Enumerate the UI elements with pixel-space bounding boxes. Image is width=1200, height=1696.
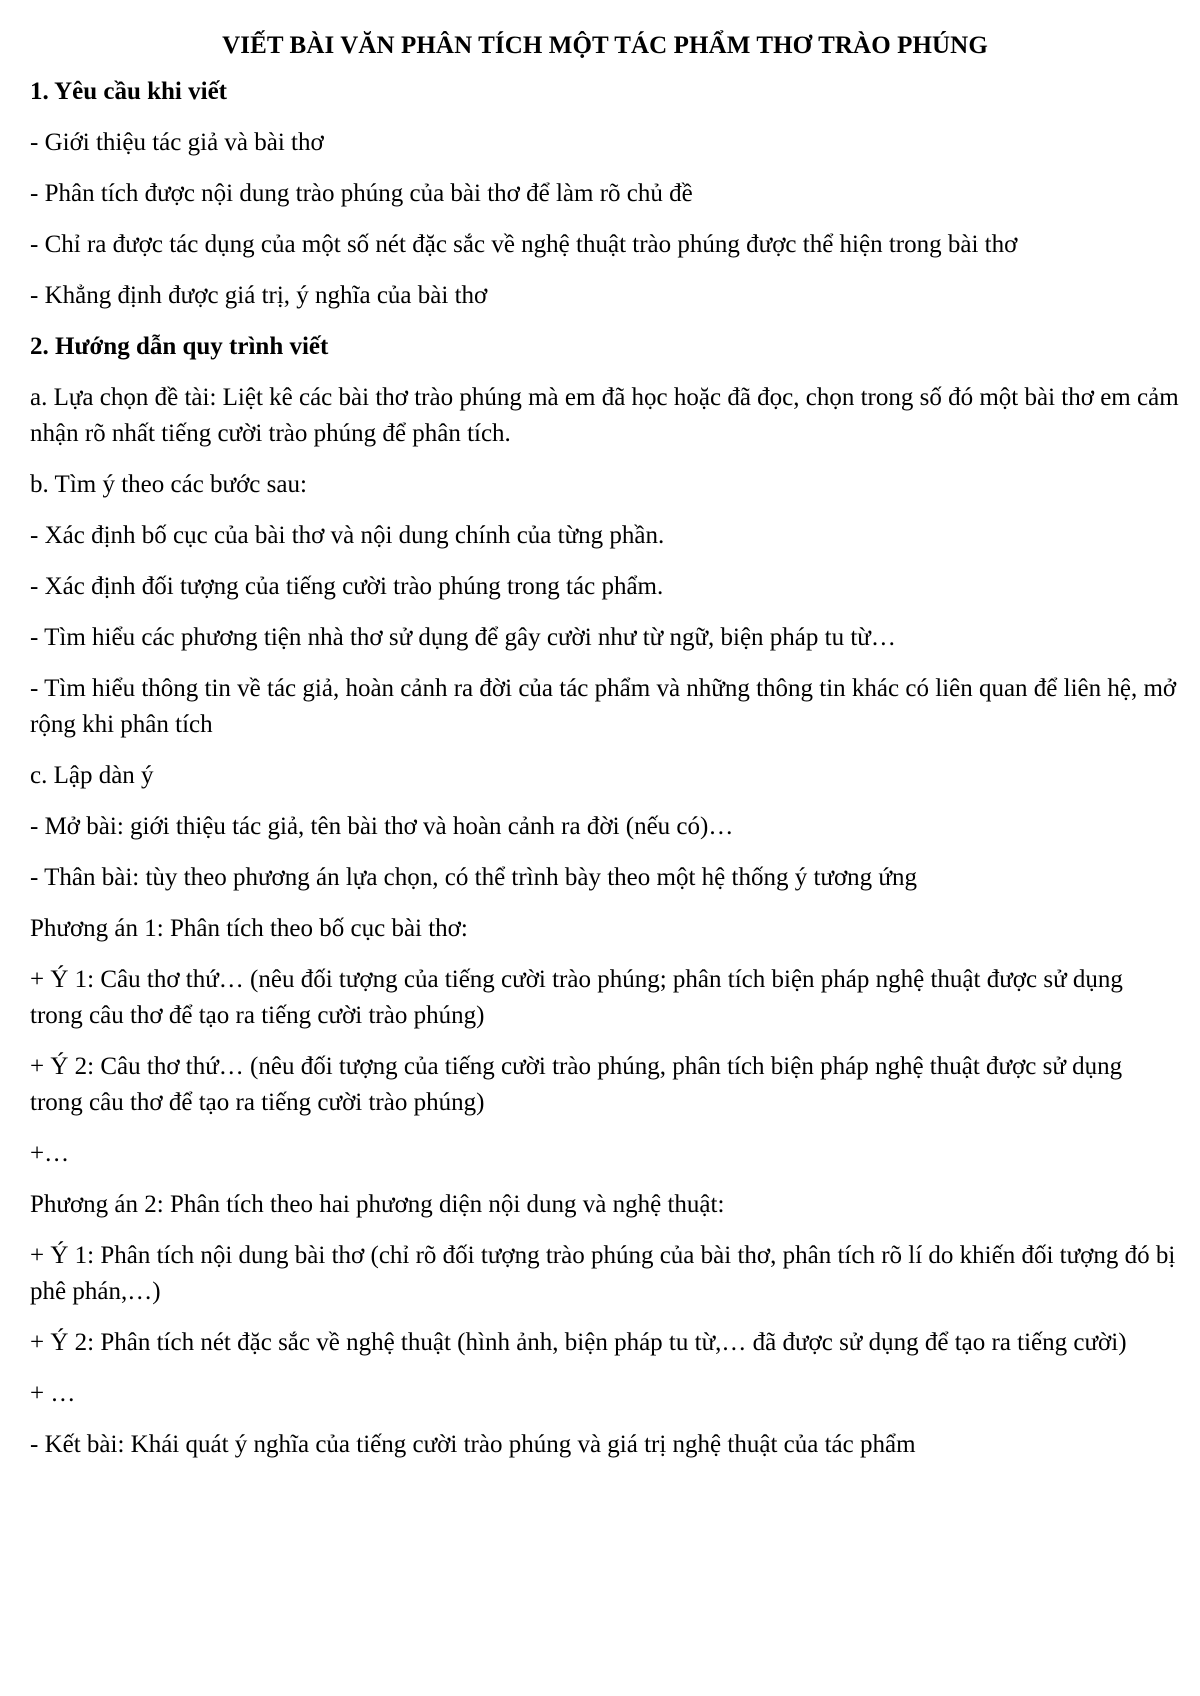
paragraph: - Kết bài: Khái quát ý nghĩa của tiếng cười trào phúng và giá trị nghệ thuật của tác phẩm (30, 1431, 916, 1458)
paragraph: + Ý 2: Phân tích nét đặc sắc về nghệ thuật (hình ảnh, biện pháp tu từ,… đã được sử dụng để tạo ra tiếng cười) (30, 1329, 1127, 1356)
paragraph: +… (30, 1140, 70, 1167)
paragraph: - Xác định bố cục của bài thơ và nội dung chính của từng phần. (30, 522, 665, 549)
paragraph: - Khẳng định được giá trị, ý nghĩa của bài thơ (30, 282, 488, 309)
paragraph: b. Tìm ý theo các bước sau: (30, 471, 307, 498)
paragraph: + … (30, 1380, 76, 1407)
paragraph: + Ý 1: Phân tích nội dung bài thơ (chỉ rõ đối tượng trào phúng của bài thơ, phân tích rõ lí do khiến đối tượng đó bị phê phán,…) (30, 1242, 1176, 1305)
paragraph: - Xác định đối tượng của tiếng cười trào phúng trong tác phẩm. (30, 573, 664, 600)
document-title: VIẾT BÀI VĂN PHÂN TÍCH MỘT TÁC PHẨM THƠ TRÀO PHÚNG (222, 32, 988, 59)
section-heading: 1. Yêu cầu khi viết (30, 78, 227, 105)
paragraph: + Ý 1: Câu thơ thứ… (nêu đối tượng của tiếng cười trào phúng; phân tích biện pháp nghệ thuật được sử dụng trong câu thơ để tạo ra tiếng cười trào phúng) (30, 966, 1123, 1029)
paragraph: - Chỉ ra được tác dụng của một số nét đặc sắc về nghệ thuật trào phúng được thể hiện trong bài thơ (30, 231, 1018, 258)
paragraph: - Giới thiệu tác giả và bài thơ (30, 129, 324, 156)
paragraph: c. Lập dàn ý (30, 762, 154, 789)
document-page (30, 28, 1180, 1478)
paragraph: - Mở bài: giới thiệu tác giả, tên bài thơ và hoàn cảnh ra đời (nếu có)… (30, 813, 734, 840)
document-body (30, 74, 1180, 1463)
paragraph: - Tìm hiểu thông tin về tác giả, hoàn cảnh ra đời của tác phẩm và những thông tin khác có liên quan để liên hệ, mở rộng khi phân tích (30, 675, 1177, 738)
paragraph: - Tìm hiểu các phương tiện nhà thơ sử dụng để gây cười như từ ngữ, biện pháp tu từ… (30, 624, 896, 651)
paragraph: a. Lựa chọn đề tài: Liệt kê các bài thơ trào phúng mà em đã học hoặc đã đọc, chọn trong số đó một bài thơ em cảm nhận rõ nhất tiếng cười trào phúng để phân tích. (30, 384, 1179, 447)
section-heading: 2. Hướng dẫn quy trình viết (30, 333, 329, 360)
paragraph: - Thân bài: tùy theo phương án lựa chọn, có thể trình bày theo một hệ thống ý tương ứng (30, 864, 917, 891)
paragraph: + Ý 2: Câu thơ thứ… (nêu đối tượng của tiếng cười trào phúng, phân tích biện pháp nghệ thuật được sử dụng trong câu thơ để tạo ra tiếng cười trào phúng) (30, 1053, 1123, 1116)
paragraph: Phương án 2: Phân tích theo hai phương diện nội dung và nghệ thuật: (30, 1191, 725, 1218)
paragraph: - Phân tích được nội dung trào phúng của bài thơ để làm rõ chủ đề (30, 180, 693, 207)
paragraph: Phương án 1: Phân tích theo bố cục bài thơ: (30, 915, 468, 942)
